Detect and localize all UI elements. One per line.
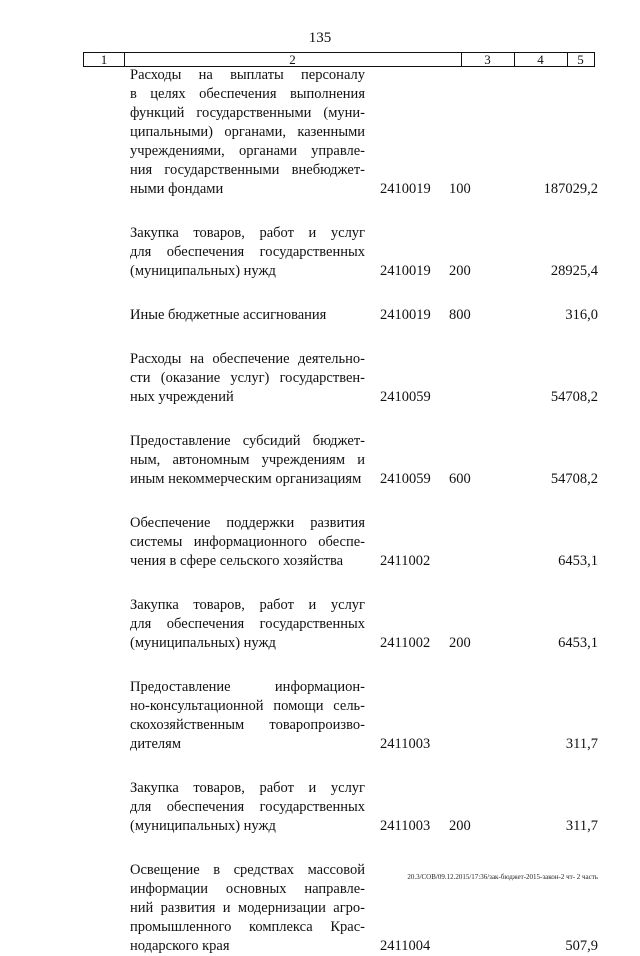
- description-line: но-консультационной помощи сель-: [130, 698, 365, 714]
- row-description: [130, 779, 365, 836]
- description-line: учреждениями, органами управле-: [130, 143, 365, 159]
- row-description: [130, 66, 365, 199]
- description-line: промышленного комплекса Крас-: [130, 919, 365, 935]
- description-line: ния государственными внебюджет-: [130, 162, 365, 178]
- row-code: 2410059: [380, 389, 431, 405]
- description-line: системы информационного обеспе-: [130, 534, 365, 550]
- header-col-2: 2: [124, 53, 462, 66]
- description-line: Освещение в средствах массовой: [130, 862, 365, 878]
- row-expense-type: 100: [449, 181, 471, 197]
- description-line: ципальными) органами, казенными: [130, 124, 365, 140]
- row-amount: 54708,2: [550, 471, 598, 487]
- row-description: [130, 432, 365, 489]
- description-line: иным некоммерческим организациям: [130, 471, 362, 487]
- row-amount: 311,7: [565, 736, 598, 752]
- description-line: Обеспечение поддержки развития: [130, 515, 365, 531]
- row-expense-type: 800: [449, 307, 471, 323]
- row-amount: 28925,4: [550, 263, 598, 279]
- row-amount: 6453,1: [558, 553, 598, 569]
- row-expense-type: 200: [449, 818, 471, 834]
- row-code: 2410019: [380, 263, 431, 279]
- table-row: [0, 678, 640, 754]
- description-line: нодарского края: [130, 938, 230, 954]
- description-line: (муниципальных) нужд: [130, 635, 276, 651]
- description-line: информации основных направле-: [130, 881, 365, 897]
- row-description: [130, 596, 365, 653]
- row-description: [130, 224, 365, 281]
- row-code: 2410059: [380, 471, 431, 487]
- description-line: Закупка товаров, работ и услуг: [130, 780, 365, 796]
- row-amount: 311,7: [565, 818, 598, 834]
- description-line: для обеспечения государственных: [130, 616, 365, 632]
- table-row: [0, 432, 640, 489]
- row-description: [130, 514, 365, 571]
- row-expense-type: 200: [449, 635, 471, 651]
- row-code: 2410019: [380, 181, 431, 197]
- row-expense-type: 200: [449, 263, 471, 279]
- row-expense-type: 600: [449, 471, 471, 487]
- table-header-row: [83, 52, 595, 67]
- description-line: в целях обеспечения выполнения: [130, 86, 365, 102]
- description-line: функций государственными (муни-: [130, 105, 365, 121]
- table-row: [0, 596, 640, 653]
- description-line: ным, автономным учреждениям и: [130, 452, 365, 468]
- description-line: чения в сфере сельского хозяйства: [130, 553, 344, 569]
- description-line: ными фондами: [130, 181, 224, 197]
- row-code: 2411002: [380, 553, 431, 569]
- header-col-1: 1: [84, 53, 125, 66]
- table-row: [0, 224, 640, 281]
- table-row: [0, 66, 640, 199]
- header-col-3: 3: [461, 53, 515, 66]
- page-number: 135: [308, 30, 332, 46]
- description-line: (муниципальных) нужд: [130, 263, 276, 279]
- row-description: [130, 350, 365, 407]
- description-line: для обеспечения государственных: [130, 244, 365, 260]
- description-line: ний развития и модернизации агро-: [130, 900, 365, 916]
- row-amount: 187029,2: [543, 181, 598, 197]
- description-line: Предоставление субсидий бюджет-: [130, 433, 365, 449]
- row-description: [130, 306, 365, 325]
- document-footer: 20.3/СОВ/09.12.2015/17:36/зак-бюджет-2015-закон-2 чт- 2 часть: [407, 873, 598, 881]
- row-description: [130, 678, 365, 754]
- description-line: (муниципальных) нужд: [130, 818, 276, 834]
- row-amount: 54708,2: [550, 389, 598, 405]
- description-line: Закупка товаров, работ и услуг: [130, 225, 365, 241]
- table-row: [0, 306, 640, 325]
- description-line: Закупка товаров, работ и услуг: [130, 597, 365, 613]
- header-col-5: 5: [577, 52, 584, 67]
- table-row: [0, 350, 640, 407]
- row-code: 2411003: [380, 736, 431, 752]
- row-code: 2411004: [380, 938, 431, 954]
- row-amount: 316,0: [565, 307, 598, 323]
- table-row: [0, 514, 640, 571]
- description-line: Иные бюджетные ассигнования: [130, 307, 327, 323]
- row-amount: 6453,1: [558, 635, 598, 651]
- description-line: дителям: [130, 736, 181, 752]
- description-line: сти (оказание услуг) государствен-: [130, 370, 365, 386]
- row-code: 2410019: [380, 307, 431, 323]
- description-line: Предоставление информацион-: [130, 679, 365, 695]
- description-line: Расходы на обеспечение деятельно-: [130, 351, 365, 367]
- table-row: [0, 779, 640, 836]
- description-line: для обеспечения государственных: [130, 799, 365, 815]
- header-col-4: 4: [514, 53, 568, 66]
- description-line: ных учреждений: [130, 389, 234, 405]
- description-line: скохозяйственным товаропроизво-: [130, 717, 365, 733]
- row-code: 2411003: [380, 818, 431, 834]
- row-amount: 507,9: [565, 938, 598, 954]
- row-code: 2411002: [380, 635, 431, 651]
- description-line: Расходы на выплаты персоналу: [130, 67, 365, 83]
